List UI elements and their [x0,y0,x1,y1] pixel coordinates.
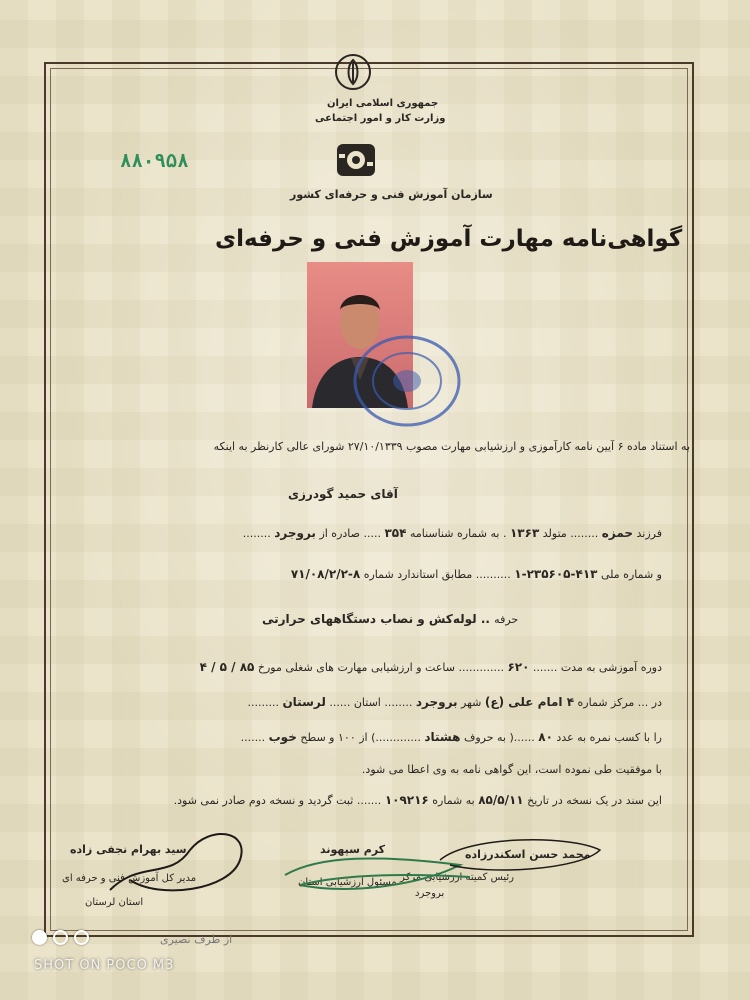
trade-name: لوله‌کش و نصاب دستگاههای حرارتی [262,612,477,626]
right-signature-scribble [430,830,610,880]
iran-emblem-icon [333,52,373,92]
left-signatory-note: از طرف نصیری [160,933,233,946]
birth-details-line: فرزند حمزه ........ متولد ۱۳۶۳ . به شماره شناسنامه ۳۵۴ ..... صادره از بروجرد ........ [242,526,662,540]
father-name: حمزه [601,526,634,540]
province-name: لرستان [282,695,326,709]
official-seal-stamp [345,333,465,433]
course-hours: ۶۲۰ [507,660,530,674]
issue-text-c: ثبت گردید و نسخه دوم صادر نمی شود. [173,794,354,807]
standard-label: مطابق استاندارد شماره [363,568,473,581]
course-date: ۸۵ / ۵ / ۴ [199,660,255,674]
center-signatory-title: مسئول ارزشیابی استان [298,877,397,888]
born-label: متولد [542,527,567,540]
trade-label: حرفه [494,613,519,626]
issue-line: این سند در یک نسخه در تاریخ ۸۵/۵/۱۱ به شماره ۱۰۹۲۱۶ ....... ثبت گردید و نسخه دوم صادر نمی شود. [173,793,662,807]
issue-date: ۸۵/۵/۱۱ [478,793,524,807]
birth-year: ۱۳۶۳ [509,526,540,540]
issued-label: صادره از [319,527,360,540]
course-text: ساعت و ارزشیابی مهارت های شغلی مورخ [257,661,455,674]
province-label: استان [353,696,381,709]
camera-watermark: SHOT ON POCO M3 [34,958,175,973]
name-prefix: آقای [370,487,398,501]
score-words-label: به حروف [463,731,506,744]
score-label: را با کسب نمره به عدد [556,731,662,744]
city-name: بروجرد [415,695,458,709]
national-id: ۴۱۳-۲۳۵۶۰۵-۱ [514,567,598,581]
score-level: خوب [268,730,297,744]
tvto-logo-icon [335,140,377,180]
center-label: مرکز شماره [577,696,635,709]
score-number: ۸۰ [538,730,553,744]
serial-number: ۸۸۰۹۵۸ [120,150,189,172]
holder-name: حمید گودرزی [288,487,367,501]
left-signatory-name: سید بهرام نجفی زاده [70,843,187,856]
child-of-label: فرزند [636,527,662,540]
center-name: ۴ امام علی (ع) [484,695,575,709]
issue-text-b: به شماره [432,794,475,807]
score-line: را با کسب نمره به عدد ۸۰ ......( به حروف هشتاد .............) از ۱۰۰ و سطح خوب ....... [240,730,662,744]
issue-text-a: این سند در یک نسخه در تاریخ [527,794,662,807]
center-signatory-name: کرم سپهوند [320,843,386,856]
dot-icon [74,930,89,945]
dot-icon [32,930,47,945]
left-signatory-province: استان لرستان [85,897,144,908]
country-name: جمهوری اسلامی ایران [327,98,439,109]
score-words: هشتاد [424,730,461,744]
issued-city: بروجرد [274,526,316,540]
standard-number: ۸-۷۱/۰۸/۲/۲ [290,567,361,581]
right-signatory-title: رئیس کمیته ارزشیابی مرکز [400,872,515,883]
id-label: به شماره شناسنامه [409,527,500,540]
dot-icon [53,930,68,945]
center-prefix: در [651,696,662,709]
holder-name-line [288,487,398,501]
course-label: دوره آموزشی به مدت [560,661,662,674]
certificate-title: گواهی‌نامه مهارت آموزش فنی و حرفه‌ای [215,226,683,252]
score-scale: از ۱۰۰ و سطح [300,731,368,744]
right-signatory-city: بروجرد [415,888,445,899]
intro-line: به استناد ماده ۶ آیین نامه کارآموزی و ارزشیابی مهارت مصوب ۲۷/۱۰/۱۳۳۹ شورای عالی کارنظر به اینکه [213,440,690,453]
right-signatory-name: محمد حسن اسکندرزاده [465,848,591,861]
success-line: با موفقیت طی نموده است، این گواهی نامه به وی اعطا می شود. [361,763,662,776]
ministry-name: وزارت کار و امور اجتماعی [315,113,446,124]
trade-line: حرفه .. لوله‌کش و نصاب دستگاههای حرارتی [262,612,519,626]
city-label: شهر [461,696,482,709]
organization-name: سازمان آموزش فنی و حرفه‌ای کشور [290,188,493,201]
center-line: در ... مرکز شماره ۴ امام علی (ع) شهر بروجرد ........ استان ...... لرستان ......... [247,695,662,709]
left-signature-scribble [100,820,270,910]
id-number: ۳۵۴ [384,526,407,540]
camera-dots [32,930,95,949]
issue-number: ۱۰۹۲۱۶ [384,793,429,807]
national-id-line: و شماره ملی ۴۱۳-۲۳۵۶۰۵-۱ .......... مطابق استاندارد شماره ۸-۷۱/۰۸/۲/۲ [290,567,662,581]
left-signatory-title: مدیر کل آموزش فنی و حرفه ای [62,873,197,884]
course-line: دوره آموزشی به مدت ....... ۶۲۰ ............. ساعت و ارزشیابی مهارت های شغلی مورخ ۸۵ / ۵ / ۴ [199,660,662,674]
national-label: و شماره ملی [600,568,662,581]
